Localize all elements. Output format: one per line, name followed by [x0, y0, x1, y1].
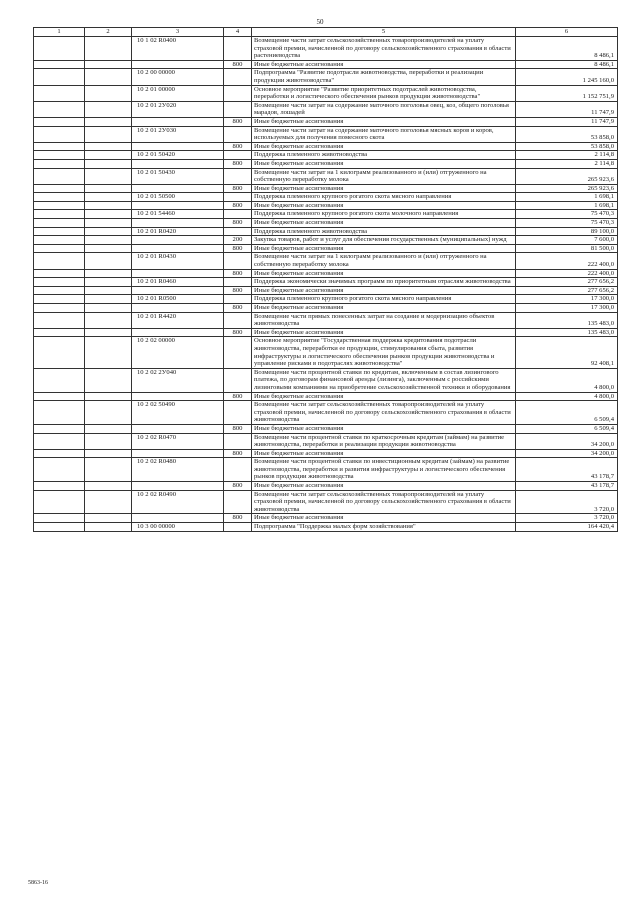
code-cell [132, 201, 224, 210]
empty-cell [85, 304, 132, 313]
table-row [34, 514, 618, 523]
empty-cell [34, 117, 85, 126]
vr-cell: 200 [224, 236, 252, 245]
empty-cell [34, 278, 85, 287]
empty-cell [85, 312, 132, 328]
name-cell: Иные бюджетные ассигнования [252, 201, 516, 210]
vr-cell: 800 [224, 392, 252, 401]
empty-cell [34, 523, 85, 532]
empty-cell [34, 37, 85, 61]
header-cell-5: 5 [252, 28, 516, 37]
vr-cell: 800 [224, 304, 252, 313]
empty-cell [34, 286, 85, 295]
name-cell: Основное мероприятие "Государственная поддержка кредитования подотрасли животноводства, переработки ее продукции, стимулирования сбыта, развития инфраструктуры и логистического обеспечения рынков продукции животноводства и управление рисками в подотраслях животноводства" [252, 337, 516, 368]
name-cell: Поддержка племенного крупного рогатого скота мясного направления [252, 295, 516, 304]
code-cell: 10 2 01 R0460 [132, 278, 224, 287]
amount-cell: 1 698,1 [516, 201, 618, 210]
empty-cell [85, 482, 132, 491]
name-cell: Иные бюджетные ассигнования [252, 449, 516, 458]
table-row [34, 286, 618, 295]
code-cell [132, 117, 224, 126]
name-cell: Возмещение части процентной ставки по кредитам, включенным в состав лизингового платежа, по договорам финансовой аренды (лизинга), заключенным с российскими лизинговыми компаниями на приобретение сельскохозяйственной техники и оборудования [252, 368, 516, 392]
vr-cell: 800 [224, 328, 252, 337]
name-cell: Иные бюджетные ассигнования [252, 60, 516, 69]
empty-cell [34, 184, 85, 193]
code-cell [132, 142, 224, 151]
amount-cell: 265 923,6 [516, 168, 618, 184]
empty-cell [85, 126, 132, 142]
amount-cell: 4 800,0 [516, 368, 618, 392]
empty-cell [85, 85, 132, 101]
name-cell: Подпрограмма "Развитие подотрасли животноводства, переработки и реализации продукции животноводства" [252, 69, 516, 85]
code-cell [132, 184, 224, 193]
amount-cell: 8 486,1 [516, 60, 618, 69]
empty-cell [85, 37, 132, 61]
table-row [34, 244, 618, 253]
name-cell: Иные бюджетные ассигнования [252, 159, 516, 168]
code-cell: 10 2 01 R0500 [132, 295, 224, 304]
table-row [34, 210, 618, 219]
code-cell: 10 2 01 00000 [132, 85, 224, 101]
empty-cell [34, 482, 85, 491]
empty-cell [85, 295, 132, 304]
header-cell-6: 6 [516, 28, 618, 37]
empty-cell [85, 392, 132, 401]
empty-cell [34, 69, 85, 85]
table-row [34, 458, 618, 482]
amount-cell: 53 858,0 [516, 126, 618, 142]
vr-cell [224, 193, 252, 202]
header-cell-2: 2 [85, 28, 132, 37]
code-cell: 10 2 01 2У020 [132, 101, 224, 117]
vr-cell [224, 368, 252, 392]
name-cell: Иные бюджетные ассигнования [252, 424, 516, 433]
vr-cell: 800 [224, 142, 252, 151]
empty-cell [85, 151, 132, 160]
amount-cell: 89 100,0 [516, 227, 618, 236]
header-cell-4: 4 [224, 28, 252, 37]
empty-cell [85, 101, 132, 117]
vr-cell [224, 401, 252, 425]
vr-cell [224, 85, 252, 101]
empty-cell [34, 253, 85, 269]
table-row [34, 424, 618, 433]
amount-cell: 7 600,0 [516, 236, 618, 245]
empty-cell [34, 490, 85, 514]
name-cell: Иные бюджетные ассигнования [252, 286, 516, 295]
empty-cell [34, 328, 85, 337]
name-cell: Иные бюджетные ассигнования [252, 219, 516, 228]
name-cell: Возмещение части затрат на 1 килограмм реализованного и (или) отгруженного на собственную переработку молока [252, 253, 516, 269]
vr-cell [224, 210, 252, 219]
code-cell: 10 2 02 R0470 [132, 433, 224, 449]
empty-cell [34, 151, 85, 160]
empty-cell [34, 85, 85, 101]
amount-cell: 277 656,2 [516, 286, 618, 295]
table-row [34, 482, 618, 491]
vr-cell [224, 151, 252, 160]
amount-cell: 222 400,0 [516, 253, 618, 269]
code-cell [132, 304, 224, 313]
code-cell: 10 2 00 00000 [132, 69, 224, 85]
empty-cell [34, 514, 85, 523]
empty-cell [34, 269, 85, 278]
amount-cell: 135 483,0 [516, 312, 618, 328]
name-cell: Поддержка племенного животноводства [252, 227, 516, 236]
code-cell [132, 236, 224, 245]
code-cell: 10 3 00 00000 [132, 523, 224, 532]
empty-cell [85, 69, 132, 85]
code-cell: 10 1 02 R0400 [132, 37, 224, 61]
amount-cell: 8 486,1 [516, 37, 618, 61]
vr-cell [224, 295, 252, 304]
name-cell: Иные бюджетные ассигнования [252, 514, 516, 523]
vr-cell [224, 101, 252, 117]
table-row [34, 126, 618, 142]
table-row [34, 401, 618, 425]
vr-cell [224, 278, 252, 287]
table-row [34, 184, 618, 193]
amount-cell: 43 178,7 [516, 458, 618, 482]
table-row [34, 69, 618, 85]
vr-cell: 800 [224, 201, 252, 210]
name-cell: Возмещение части затрат на содержание маточного поголовья мясных коров и коров, используемых для получения помесного скота [252, 126, 516, 142]
vr-cell: 800 [224, 117, 252, 126]
empty-cell [34, 60, 85, 69]
amount-cell: 265 923,6 [516, 184, 618, 193]
empty-cell [34, 236, 85, 245]
table-row [34, 85, 618, 101]
vr-cell [224, 227, 252, 236]
name-cell: Иные бюджетные ассигнования [252, 117, 516, 126]
empty-cell [34, 201, 85, 210]
vr-cell: 800 [224, 286, 252, 295]
amount-cell: 17 300,0 [516, 304, 618, 313]
code-cell [132, 449, 224, 458]
vr-cell [224, 69, 252, 85]
table-row [34, 523, 618, 532]
empty-cell [85, 227, 132, 236]
header-cell-1: 1 [34, 28, 85, 37]
amount-cell: 34 200,0 [516, 433, 618, 449]
table-row [34, 295, 618, 304]
empty-cell [85, 458, 132, 482]
vr-cell [224, 337, 252, 368]
empty-cell [85, 159, 132, 168]
table-row [34, 37, 618, 61]
amount-cell: 3 720,0 [516, 490, 618, 514]
vr-cell: 800 [224, 449, 252, 458]
vr-cell: 800 [224, 60, 252, 69]
empty-cell [34, 193, 85, 202]
budget-table [33, 27, 618, 532]
table-row [34, 253, 618, 269]
empty-cell [85, 269, 132, 278]
empty-cell [85, 219, 132, 228]
vr-cell [224, 253, 252, 269]
vr-cell: 800 [224, 482, 252, 491]
empty-cell [85, 236, 132, 245]
code-cell [132, 60, 224, 69]
vr-cell [224, 126, 252, 142]
code-cell: 10 2 02 50490 [132, 401, 224, 425]
table-row [34, 159, 618, 168]
empty-cell [34, 304, 85, 313]
empty-cell [85, 368, 132, 392]
table-header-row [34, 28, 618, 37]
table-row [34, 201, 618, 210]
table-row [34, 449, 618, 458]
code-cell: 10 2 01 50500 [132, 193, 224, 202]
name-cell: Поддержка племенного крупного рогатого скота молочного направления [252, 210, 516, 219]
vr-cell: 800 [224, 184, 252, 193]
empty-cell [85, 523, 132, 532]
table-row [34, 151, 618, 160]
empty-cell [34, 295, 85, 304]
empty-cell [34, 401, 85, 425]
amount-cell: 1 152 751,9 [516, 85, 618, 101]
name-cell: Иные бюджетные ассигнования [252, 328, 516, 337]
vr-cell [224, 490, 252, 514]
empty-cell [85, 449, 132, 458]
name-cell: Основное мероприятие "Развитие приоритетных подотраслей животноводства, переработки и логистического обеспечения рынков продукции животноводства" [252, 85, 516, 101]
code-cell: 10 2 01 50430 [132, 168, 224, 184]
table-row [34, 490, 618, 514]
amount-cell: 6 509,4 [516, 401, 618, 425]
empty-cell [85, 278, 132, 287]
table-row [34, 117, 618, 126]
empty-cell [85, 424, 132, 433]
amount-cell: 222 400,0 [516, 269, 618, 278]
empty-cell [85, 328, 132, 337]
name-cell: Закупка товаров, работ и услуг для обеспечения государственных (муниципальных) нужд [252, 236, 516, 245]
empty-cell [85, 490, 132, 514]
table-row [34, 304, 618, 313]
vr-cell [224, 523, 252, 532]
vr-cell: 800 [224, 269, 252, 278]
amount-cell: 4 800,0 [516, 392, 618, 401]
code-cell [132, 392, 224, 401]
empty-cell [34, 368, 85, 392]
amount-cell: 17 300,0 [516, 295, 618, 304]
name-cell: Иные бюджетные ассигнования [252, 142, 516, 151]
empty-cell [34, 142, 85, 151]
name-cell: Возмещение части затрат сельскохозяйственных товаропроизводителей на уплату страховой премии, начисленной по договору сельскохозяйственного страхования в области растениеводства [252, 37, 516, 61]
amount-cell: 2 114,8 [516, 159, 618, 168]
table-row [34, 368, 618, 392]
table-row [34, 337, 618, 368]
code-cell: 10 2 02 R0490 [132, 490, 224, 514]
empty-cell [34, 424, 85, 433]
table-row [34, 392, 618, 401]
amount-cell: 43 178,7 [516, 482, 618, 491]
empty-cell [85, 142, 132, 151]
empty-cell [85, 337, 132, 368]
empty-cell [34, 312, 85, 328]
table-row [34, 60, 618, 69]
header-cell-3: 3 [132, 28, 224, 37]
code-cell [132, 159, 224, 168]
vr-cell: 800 [224, 219, 252, 228]
table-row [34, 328, 618, 337]
amount-cell: 75 470,3 [516, 219, 618, 228]
table-row [34, 312, 618, 328]
table-row [34, 193, 618, 202]
empty-cell [85, 286, 132, 295]
code-cell [132, 328, 224, 337]
empty-cell [85, 168, 132, 184]
name-cell: Иные бюджетные ассигнования [252, 244, 516, 253]
table-row [34, 278, 618, 287]
code-cell: 10 2 01 54460 [132, 210, 224, 219]
empty-cell [34, 244, 85, 253]
vr-cell [224, 312, 252, 328]
empty-cell [34, 227, 85, 236]
code-cell: 10 2 02 R0480 [132, 458, 224, 482]
name-cell: Поддержка экономически значимых программ по приоритетным отраслям животноводства [252, 278, 516, 287]
name-cell: Возмещение части процентной ставки по инвестиционным кредитам (займам) на развитие животноводства, переработки и развития инфраструктуры и логистического обеспечения рынков продукции животноводства [252, 458, 516, 482]
vr-cell [224, 458, 252, 482]
amount-cell: 1 698,1 [516, 193, 618, 202]
name-cell: Поддержка племенного крупного рогатого скота мясного направления [252, 193, 516, 202]
name-cell: Возмещение части прямых понесенных затрат на создание и модернизацию объектов животноводства [252, 312, 516, 328]
amount-cell: 164 420,4 [516, 523, 618, 532]
name-cell: Иные бюджетные ассигнования [252, 392, 516, 401]
name-cell: Поддержка племенного животноводства [252, 151, 516, 160]
amount-cell: 53 858,0 [516, 142, 618, 151]
amount-cell: 75 470,3 [516, 210, 618, 219]
empty-cell [34, 168, 85, 184]
name-cell: Подпрограмма "Поддержка малых форм хозяйствования" [252, 523, 516, 532]
table-row [34, 219, 618, 228]
table-row [34, 227, 618, 236]
name-cell: Возмещение части затрат на 1 килограмм реализованного и (или) отгруженного на собственную переработку молока [252, 168, 516, 184]
name-cell: Возмещение части затрат сельскохозяйственных товаропроизводителей на уплату страховой премии, начисленной по договору сельскохозяйственного страхования в области животноводства [252, 401, 516, 425]
code-cell: 10 2 01 R0420 [132, 227, 224, 236]
vr-cell: 800 [224, 424, 252, 433]
amount-cell: 135 483,0 [516, 328, 618, 337]
empty-cell [34, 219, 85, 228]
empty-cell [85, 193, 132, 202]
amount-cell: 34 200,0 [516, 449, 618, 458]
vr-cell [224, 37, 252, 61]
empty-cell [34, 433, 85, 449]
name-cell: Возмещение части затрат сельскохозяйственных товаропроизводителей на уплату страховой премии, начисленной по договору сельскохозяйственного страхования в области животноводства [252, 490, 516, 514]
code-cell [132, 269, 224, 278]
empty-cell [85, 401, 132, 425]
empty-cell [85, 60, 132, 69]
table-row [34, 142, 618, 151]
empty-cell [85, 201, 132, 210]
empty-cell [85, 117, 132, 126]
code-cell: 10 2 01 R4420 [132, 312, 224, 328]
vr-cell: 800 [224, 159, 252, 168]
empty-cell [34, 101, 85, 117]
page-number: 50 [316, 18, 324, 26]
table-row [34, 236, 618, 245]
empty-cell [85, 184, 132, 193]
empty-cell [34, 210, 85, 219]
vr-cell [224, 433, 252, 449]
amount-cell: 81 500,0 [516, 244, 618, 253]
vr-cell: 800 [224, 514, 252, 523]
code-cell [132, 244, 224, 253]
empty-cell [85, 253, 132, 269]
empty-cell [85, 210, 132, 219]
empty-cell [34, 458, 85, 482]
name-cell: Иные бюджетные ассигнования [252, 304, 516, 313]
code-cell: 10 2 02 00000 [132, 337, 224, 368]
name-cell: Возмещение части процентной ставки по краткосрочным кредитам (займам) на развитие животноводства, переработки и реализации продукции животноводства [252, 433, 516, 449]
code-cell [132, 219, 224, 228]
vr-cell [224, 168, 252, 184]
name-cell: Иные бюджетные ассигнования [252, 184, 516, 193]
empty-cell [85, 244, 132, 253]
amount-cell: 3 720,0 [516, 514, 618, 523]
code-cell [132, 424, 224, 433]
table-row [34, 101, 618, 117]
amount-cell: 11 747,9 [516, 101, 618, 117]
code-cell [132, 514, 224, 523]
vr-cell: 800 [224, 244, 252, 253]
empty-cell [34, 337, 85, 368]
code-cell: 10 2 01 R0430 [132, 253, 224, 269]
empty-cell [85, 514, 132, 523]
table-row [34, 433, 618, 449]
name-cell: Возмещение части затрат на содержание маточного поголовья овец, коз, общего поголовья марадов, лошадей [252, 101, 516, 117]
amount-cell: 1 245 160,0 [516, 69, 618, 85]
empty-cell [34, 159, 85, 168]
code-cell: 10 2 02 2У040 [132, 368, 224, 392]
amount-cell: 11 747,9 [516, 117, 618, 126]
code-cell [132, 286, 224, 295]
code-cell: 10 2 01 50420 [132, 151, 224, 160]
table-row [34, 168, 618, 184]
amount-cell: 277 656,2 [516, 278, 618, 287]
empty-cell [34, 449, 85, 458]
amount-cell: 6 509,4 [516, 424, 618, 433]
amount-cell: 92 408,1 [516, 337, 618, 368]
empty-cell [34, 392, 85, 401]
name-cell: Иные бюджетные ассигнования [252, 269, 516, 278]
table-row [34, 269, 618, 278]
footer-code: 5863-16 [28, 880, 48, 886]
amount-cell: 2 114,8 [516, 151, 618, 160]
empty-cell [85, 433, 132, 449]
name-cell: Иные бюджетные ассигнования [252, 482, 516, 491]
code-cell: 10 2 01 2У030 [132, 126, 224, 142]
code-cell [132, 482, 224, 491]
empty-cell [34, 126, 85, 142]
